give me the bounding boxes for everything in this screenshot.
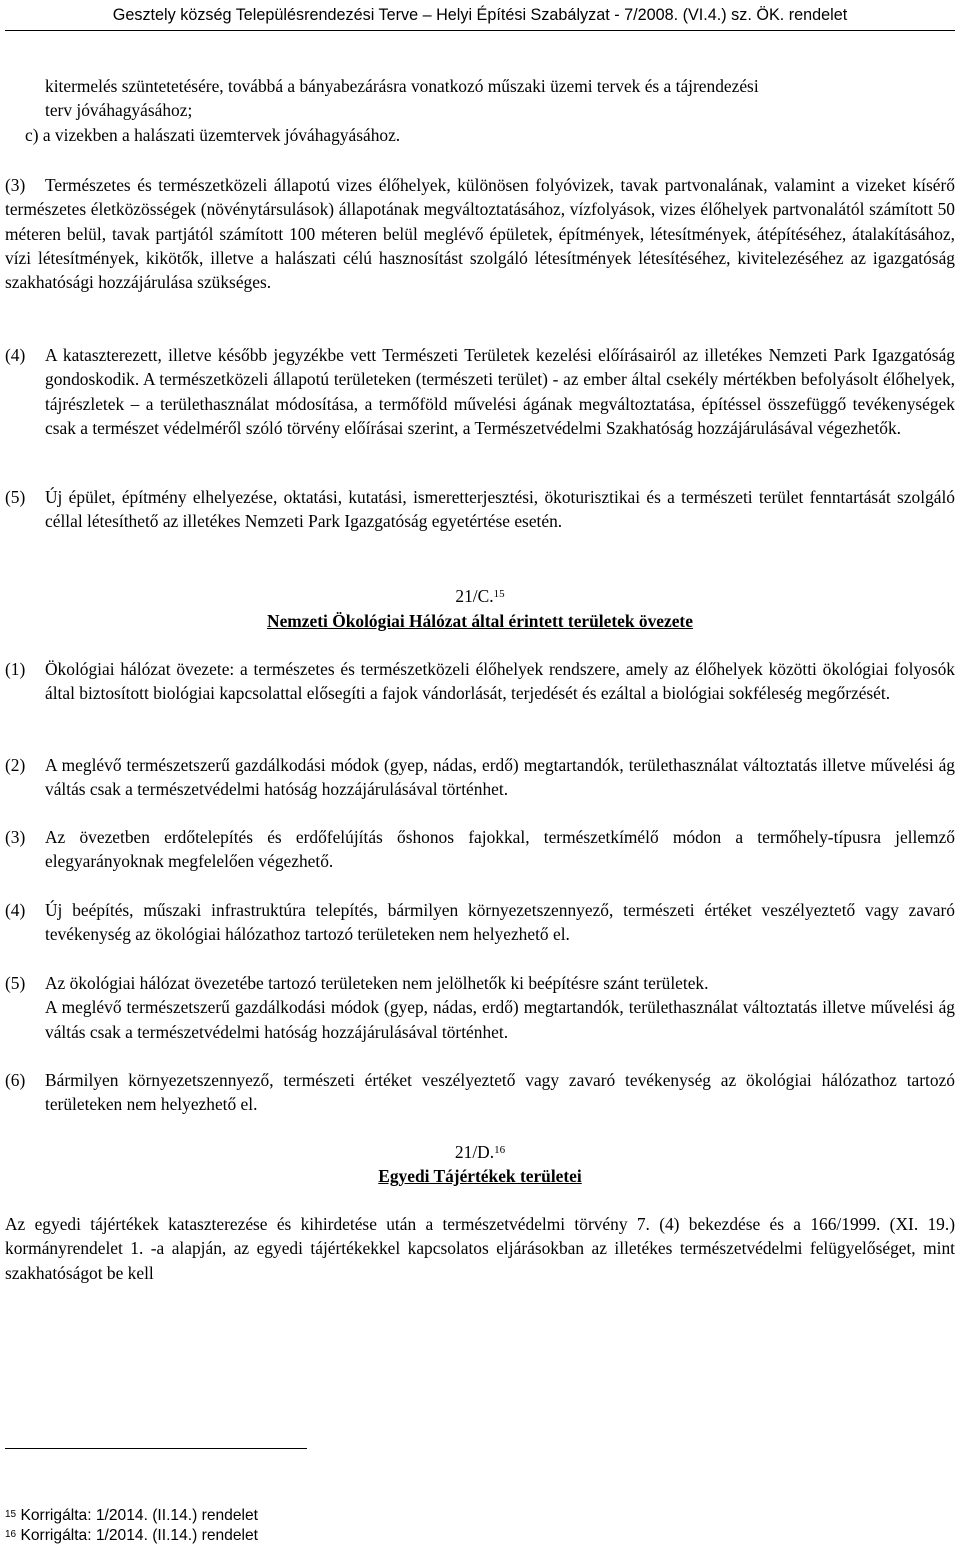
- section-number: 21/C.: [455, 586, 494, 606]
- paragraph-text: A meglévő természetszerű gazdálkodási módok (gyep, nádas, erdő) megtartandók, területhasználat változtatás illetve művelési ág váltás csak a természetvédelmi hatóság hozzájárulásával történhet.: [45, 755, 955, 800]
- paragraph-text: Új épület, építmény elhelyezése, oktatási, kutatási, ismeretterjesztési, ökoturisztikai és a természeti terület fenntartását szolgáló céllal létesíthető az illetékes Nemzeti Park Igazgatóság egyetértése esetén.: [45, 487, 955, 532]
- footnote-number: 16: [5, 1529, 17, 1540]
- intro-line-1: kitermelés szüntetetésére, továbbá a bányabezárásra vonatkozó műszaki üzemi tervek és a tájrendezési: [45, 76, 759, 96]
- paragraph-c2: [5, 753, 955, 802]
- paragraph-number: (3): [5, 827, 26, 847]
- footnote-text: Korrigálta: 1/2014. (II.14.) rendelet: [20, 1527, 258, 1544]
- paragraph-number: (2): [5, 755, 26, 775]
- footnote-divider: [5, 1448, 307, 1449]
- intro-paragraph: [5, 74, 955, 147]
- paragraph-text: Az övezetben erdőtelepítés és erdőfelújítás őshonos fajokkal, természetkímélő módon a termőhely-típusra jellemző elegyarányoknak megfelelően végezhető.: [45, 827, 955, 872]
- footnote-text: Korrigálta: 1/2014. (II.14.) rendelet: [20, 1507, 258, 1524]
- paragraph-number: (3): [5, 175, 26, 195]
- section-number: 21/D.: [454, 1142, 495, 1162]
- footnote-ref-16[interactable]: 16: [494, 1144, 506, 1156]
- footnote-ref-15[interactable]: 15: [493, 588, 505, 600]
- paragraph-number: (5): [5, 973, 26, 993]
- paragraph-number: (5): [5, 487, 26, 507]
- paragraph-number: (4): [5, 900, 26, 920]
- footnote-15: [5, 1506, 258, 1526]
- paragraph-text: A kataszterezett, illetve később jegyzékbe vett Természeti Területek kezelési előírásairól az illetékes Nemzeti Park Igazgatóság gondoskodik. A természetközeli állapotú területeken (természeti terület) - az ember által csekély mértékben befolyásolt élőhelyek, tájrészletek – a területhasználat módosítása, a termőföld művelési ágának megváltoztatása, építéssel összefüggő tevékenységek csak a természet védelméről szóló törvény előírásai szerint, a Természetvédelmi Szakhatóság hozzájárulásával végezhetők.: [45, 345, 955, 438]
- paragraph-b4: [5, 343, 955, 440]
- paragraph-number: (1): [5, 659, 26, 679]
- paragraph-d: Az egyedi tájértékek kataszterezése és kihirdetése után a természetvédelmi törvény 7. (4) bekezdése és a 166/1999. (XI. 19.) kormányrendelet 1. -a alapján, az egyedi tájértékekkel kapcsolatos eljárásokban az illetékes természetvédelmi felügyelőséget, mint szakhatóságot be kell: [5, 1214, 955, 1283]
- section-title-21d: Egyedi Tájértékek területei: [378, 1166, 582, 1186]
- footnote-16: [5, 1526, 258, 1546]
- paragraph-text: Ökológiai hálózat övezete: a természetes és természetközeli élőhelyek rendszere, amely az élőhelyek közötti ökológiai folyosók által biztosított biológiai kapcsolattal elősegíti a fajok vándorlását, terjedését és ezáltal a biológiai sokféleség megőrzését.: [45, 659, 955, 704]
- footnote-number: 15: [5, 1509, 17, 1520]
- paragraph-c1: [5, 657, 955, 706]
- paragraph-text: Bármilyen környezetszennyező, természeti értéket veszélyeztető vagy zavaró tevékenység az ökológiai hálózathoz tartozó területeken nem helyezhető el.: [45, 1070, 955, 1115]
- header-divider: [5, 30, 955, 31]
- section-number-21d: [0, 1140, 960, 1164]
- paragraph-number: (4): [5, 345, 26, 365]
- page-header: Gesztely község Településrendezési Terve – Helyi Építési Szabályzat - 7/2008. (VI.4.) sz. ÖK. rendelet: [112, 6, 848, 24]
- paragraph-b3: [5, 173, 955, 294]
- section-number-21c: [0, 584, 960, 608]
- paragraph-c4: [5, 898, 955, 947]
- paragraph-c3: [5, 825, 955, 874]
- paragraph-text: Természetes és természetközeli állapotú vizes élőhelyek, különösen folyóvizek, tavak partvonalának, valamint a vizeket kísérő természetes életközösségek (növénytársulások) állapotának megváltoztatásához, vízfolyások, vizes élőhelyek partvonalától számított 50 méteren belül, tavak partjától számított 100 méteren belül meglévő épületek, építmények, létesítmények, átépítéséhez, átalakításához, vízi létesítmények, kikötők, illetve a halászati célú hasznosítást szolgáló létesítmények létesítéséhez, kivitelezéséhez az igazgatóság szakhatósági hozzájárulása szükséges.: [5, 175, 955, 293]
- paragraph-b5: [5, 485, 955, 534]
- section-title-21c: Nemzeti Ökológiai Hálózat által érintett területek övezete: [267, 611, 693, 631]
- intro-line-2: terv jóváhagyásához;: [45, 100, 193, 121]
- paragraph-text: Új beépítés, műszaki infrastruktúra telepítés, bármilyen környezetszennyező, természeti értéket veszélyeztető vagy zavaró tevékenység az ökológiai hálózathoz tartozó területeken nem helyezhető el.: [45, 900, 955, 945]
- paragraph-c6: [5, 1068, 955, 1117]
- intro-line-3: c) a vizekben a halászati üzemtervek jóváhagyásához.: [25, 124, 401, 145]
- paragraph-text-continued: A meglévő természetszerű gazdálkodási módok (gyep, nádas, erdő) megtartandók, területhasználat változtatás illetve művelési ág váltás csak a természetvédelmi hatóság hozzájárulásával történhet.: [45, 997, 955, 1042]
- paragraph-number: (6): [5, 1070, 26, 1090]
- paragraph-c5: [5, 971, 955, 1044]
- paragraph-text-line1: Az ökológiai hálózat övezetébe tartozó területeken nem jelölhetők ki beépítésre szánt területek.: [45, 973, 709, 993]
